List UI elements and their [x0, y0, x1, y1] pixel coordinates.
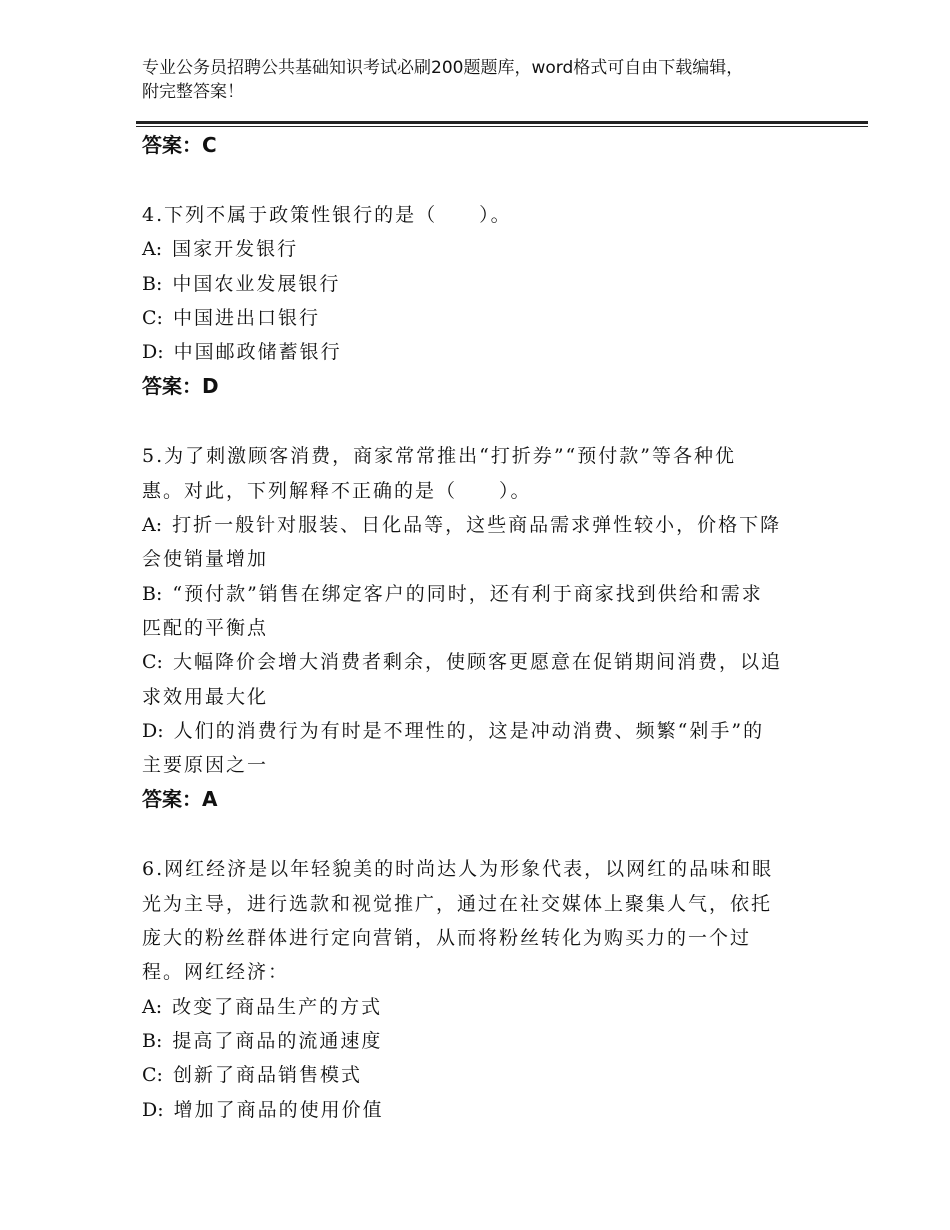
- option-text: 中国农业发展银行: [172, 272, 341, 295]
- option-text: 人们的消费行为有时是不理性的，这是冲动消费、频繁“剁手”的: [173, 719, 765, 742]
- option-a: [142, 232, 822, 266]
- answer: 答案：D: [142, 374, 219, 399]
- option-d-continuation: 主要原因之一: [142, 754, 269, 777]
- question-text-line: 庞大的粉丝群体进行定向营销，从而将粉丝转化为购买力的一个过: [142, 927, 752, 950]
- option-label: C:: [142, 651, 163, 674]
- option-text: 中国邮政储蓄银行: [173, 341, 342, 364]
- option-c-continuation: 求效用最大化: [142, 685, 269, 708]
- option-label: D:: [142, 1098, 164, 1121]
- page-header: [142, 56, 842, 104]
- option-text: 改变了商品生产的方式: [172, 995, 383, 1018]
- question-list: [142, 128, 822, 1127]
- option-b: [142, 267, 822, 301]
- option-b: [142, 1024, 822, 1058]
- option-text: 大幅降价会增大消费者剩余，使顾客更愿意在促销期间消费，以追: [172, 651, 782, 674]
- option-c: [142, 301, 822, 335]
- option-label: D:: [142, 719, 164, 742]
- header-line-1: 专业公务员招聘公共基础知识考试必刷200题题库，word格式可自由下载编辑，: [142, 58, 744, 78]
- previous-answer: 答案：C: [142, 133, 217, 157]
- option-label: C:: [142, 1064, 163, 1087]
- option-label: C:: [142, 306, 163, 329]
- option-label: A:: [142, 238, 163, 261]
- option-a: [142, 508, 822, 542]
- option-a: [142, 990, 822, 1024]
- option-d: [142, 335, 822, 369]
- option-label: B:: [142, 582, 163, 605]
- header-line-2: 附完整答案！: [142, 82, 244, 102]
- header-rule-thin: [136, 126, 868, 127]
- question-text-line: 6.网红经济是以年轻貌美的时尚达人为形象代表，以网红的品味和眼: [142, 858, 774, 881]
- option-d: [142, 1093, 822, 1127]
- option-d: [142, 714, 822, 748]
- option-label: B:: [142, 272, 163, 295]
- option-text: 提高了商品的流通速度: [172, 1029, 383, 1052]
- option-text: “预付款”销售在绑定客户的同时，还有利于商家找到供给和需求: [172, 582, 763, 605]
- option-text: 增加了商品的使用价值: [173, 1098, 384, 1121]
- question-text: 4.下列不属于政策性银行的是（ ）。: [142, 204, 512, 226]
- question-5: [142, 439, 822, 816]
- question-text-line: 程。网红经济：: [142, 961, 290, 984]
- question-text-line: 惠。对此，下列解释不正确的是（ ）。: [142, 479, 532, 502]
- option-b-continuation: 匹配的平衡点: [142, 616, 269, 639]
- option-a-continuation: 会使销量增加: [142, 548, 269, 571]
- option-label: A:: [142, 995, 163, 1018]
- answer: 答案：A: [142, 787, 218, 812]
- option-text: 中国进出口银行: [172, 306, 320, 329]
- option-text: 创新了商品销售模式: [172, 1064, 362, 1087]
- option-label: B:: [142, 1029, 163, 1052]
- option-label: A:: [142, 514, 163, 537]
- question-4: [142, 198, 822, 403]
- option-text: 打折一般针对服装、日化品等，这些商品需求弹性较小，价格下降: [172, 514, 782, 537]
- option-label: D:: [142, 341, 164, 364]
- option-c: [142, 1058, 822, 1092]
- option-c: [142, 645, 822, 679]
- question-text-line: 光为主导，进行选款和视觉推广，通过在社交媒体上聚集人气，依托: [142, 892, 773, 915]
- option-b: [142, 577, 822, 611]
- question-text-line: 5.为了刺激顾客消费，商家常常推出“打折券”“预付款”等各种优: [142, 445, 736, 468]
- option-text: 国家开发银行: [172, 238, 299, 261]
- header-rule-thick: [136, 121, 868, 124]
- question-6: [142, 852, 822, 1126]
